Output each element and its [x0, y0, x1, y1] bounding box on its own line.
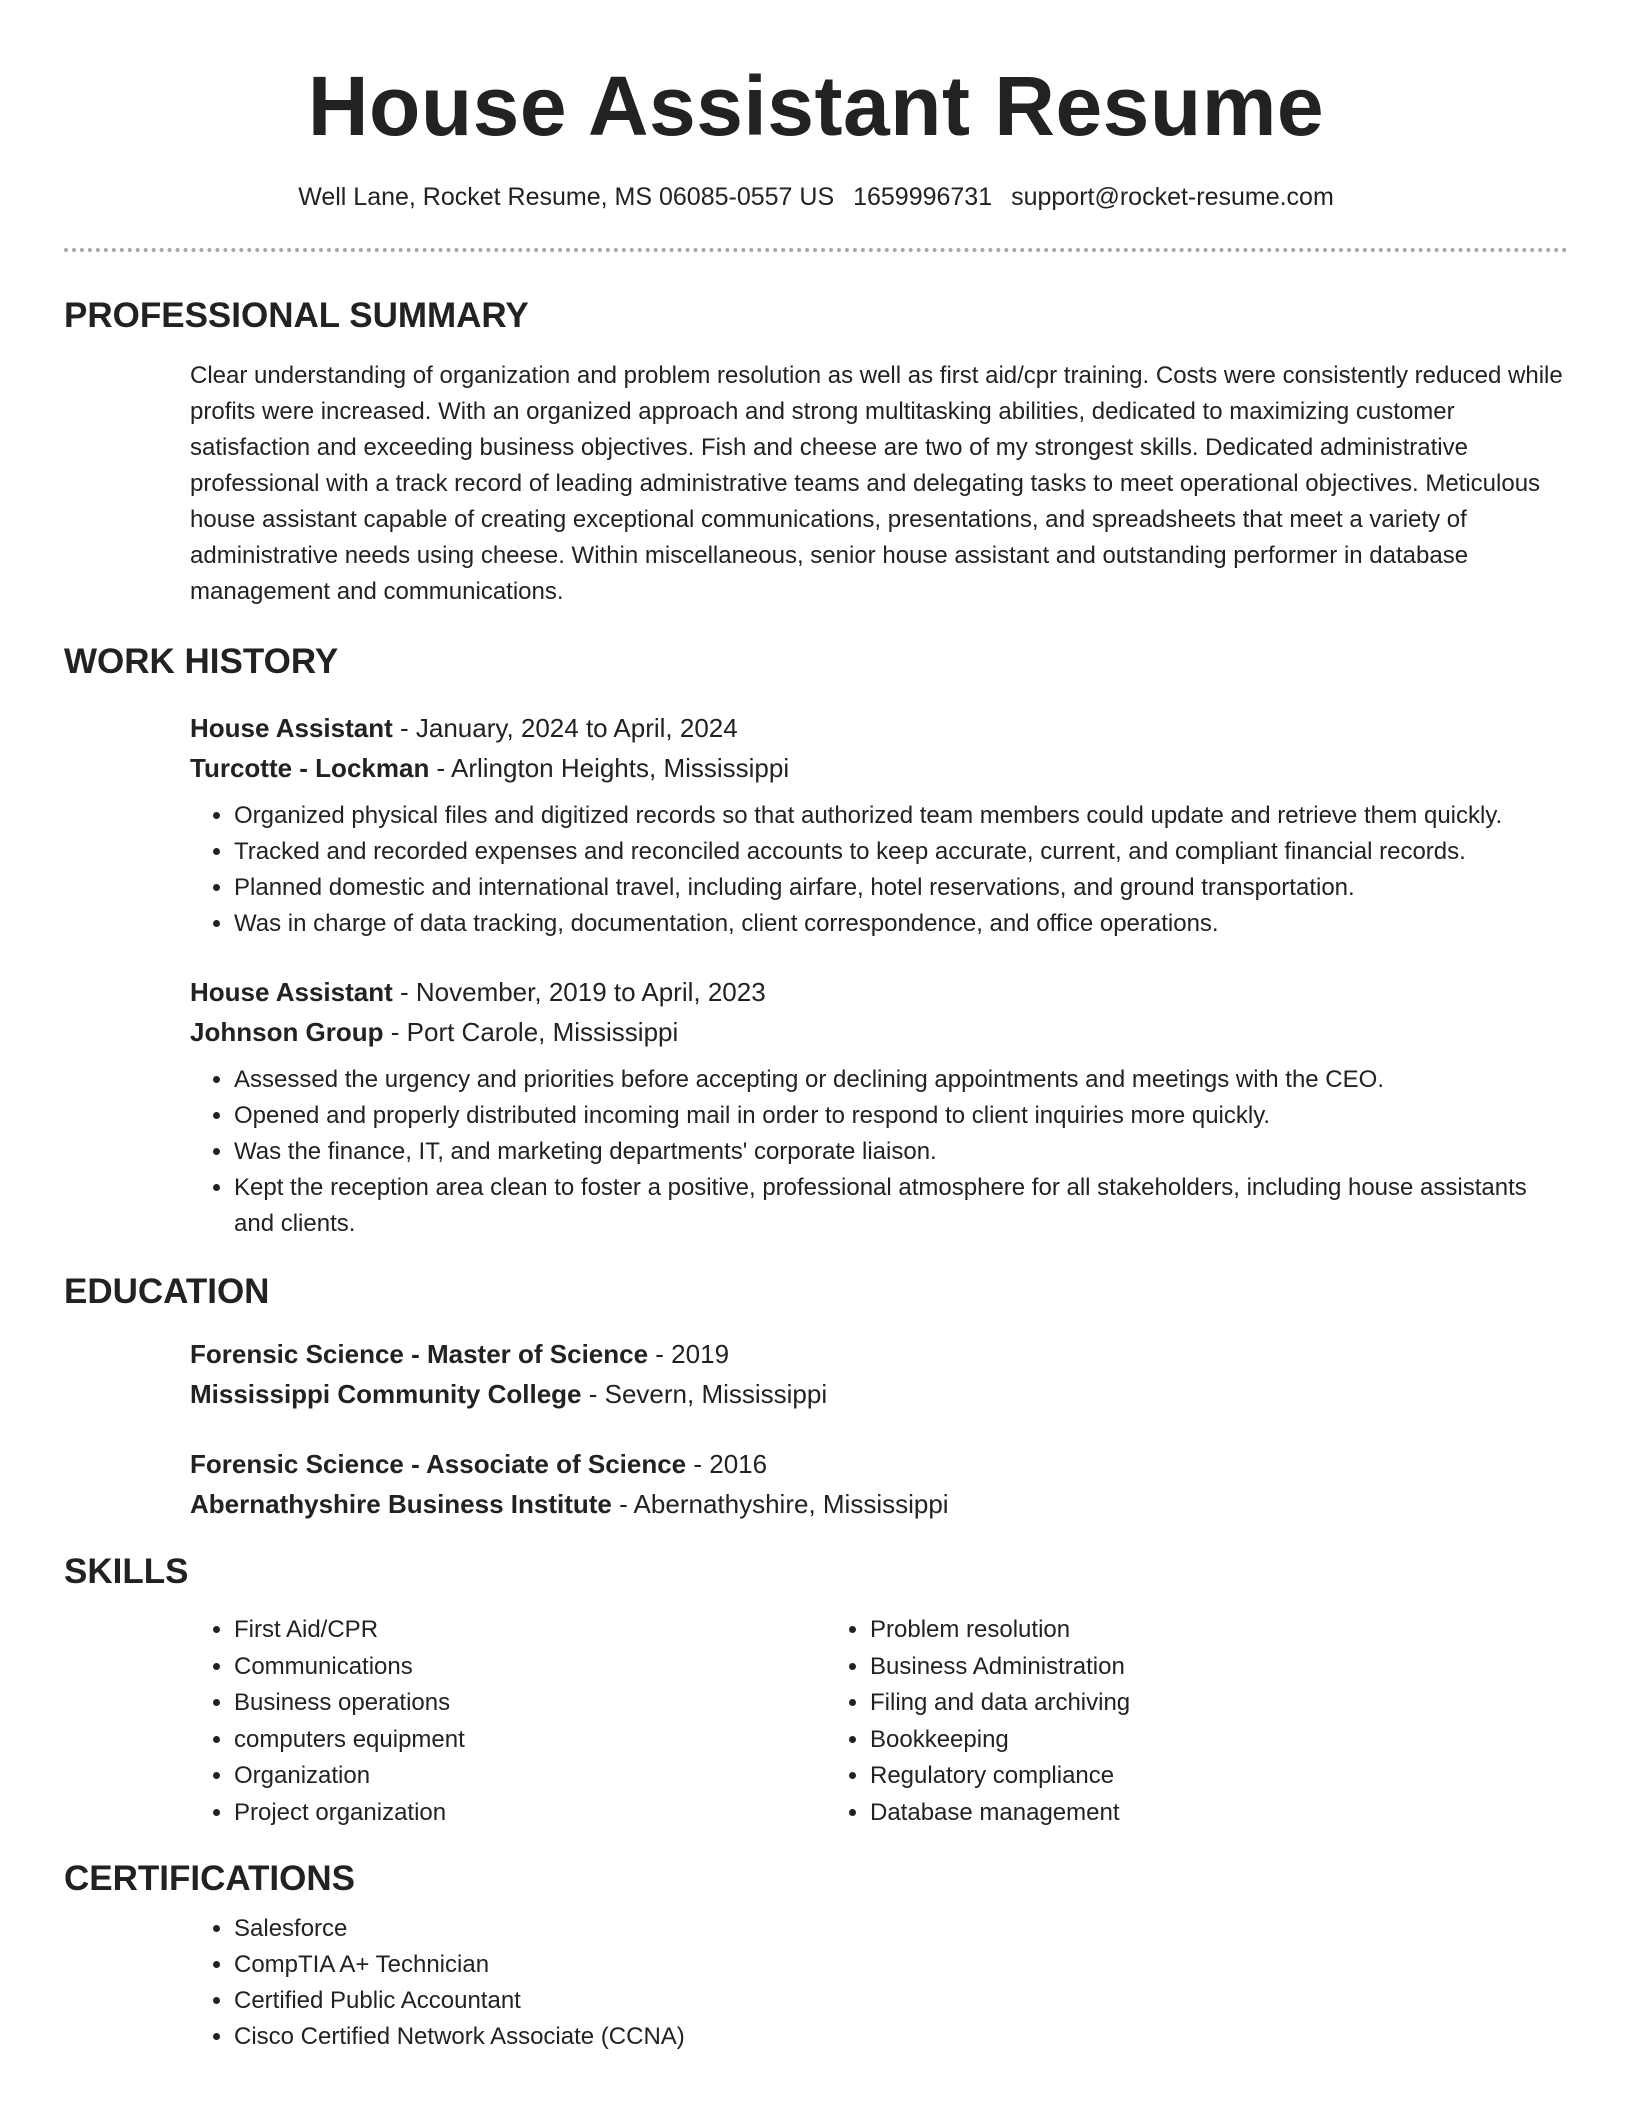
certifications-list — [190, 1911, 1568, 2055]
degree-year: - 2019 — [648, 1339, 730, 1369]
skills-list — [190, 1612, 1568, 1831]
job-location: - Arlington Heights, Mississippi — [429, 753, 790, 783]
list-item: • Database management — [870, 1795, 1130, 1832]
job-company: Johnson Group — [190, 1017, 384, 1047]
job-company-line — [190, 748, 1568, 788]
school: Mississippi Community College — [190, 1379, 582, 1409]
list-item: • Planned domestic and international travel, including airfare, hotel reservations, and ground transportation. — [234, 870, 1568, 906]
list-item: • Project organization — [234, 1795, 826, 1832]
list-item: • Cisco Certified Network Associate (CCNA) — [234, 2019, 1568, 2055]
certifications-bullets — [190, 1911, 1568, 2055]
skills-column-left — [190, 1612, 826, 1831]
summary-text: Clear understanding of organization and problem resolution as well as first aid/cpr training. Costs were consistently reduced while profits were increased. With an organized approach and strong multitasking abilities, dedicated to maximizing customer satisfaction and exceeding business objectives. Fish and cheese are two of my strongest skills. Dedicated administrative professional with a track record of leading administrative teams and delegating tasks to meet operational objectives. Meticulous house assistant capable of creating exceptional communications, presentations, and spreadsheets that meet a variety of administrative needs using cheese. Within miscellaneous, senior house assistant and outstanding performer in database management and communications. — [190, 362, 1563, 605]
job-bullets — [190, 798, 1568, 942]
education-entry — [190, 1334, 1568, 1414]
education-heading: EDUCATION — [64, 1272, 270, 1311]
school-line — [190, 1374, 1568, 1414]
work-history-heading: WORK HISTORY — [64, 642, 339, 681]
job-bullets — [190, 1062, 1568, 1242]
resume-title: House Assistant Resume — [307, 59, 1325, 153]
contact-email: support@rocket-resume.com — [1011, 183, 1334, 211]
list-item: • Organized physical files and digitized records so that authorized team members could update and retrieve them quickly. — [234, 798, 1568, 834]
degree: Forensic Science - Master of Science — [190, 1339, 649, 1369]
school-line — [190, 1484, 1568, 1524]
list-item: • Certified Public Accountant — [234, 1983, 1568, 2019]
job-dates: - January, 2024 to April, 2024 — [392, 713, 738, 743]
degree-line — [190, 1334, 1568, 1374]
degree: Forensic Science - Associate of Science — [190, 1449, 687, 1479]
school-location: - Severn, Mississippi — [581, 1379, 828, 1409]
list-item: • Regulatory compliance — [870, 1758, 1130, 1795]
list-item: • Filing and data archiving — [870, 1685, 1130, 1722]
contact-phone: 1659996731 — [853, 183, 993, 211]
list-item: • computers equipment — [234, 1722, 826, 1759]
job-company-line — [190, 1012, 1568, 1052]
education-entry — [190, 1444, 1568, 1524]
list-item: • Business Administration — [870, 1649, 1130, 1686]
list-item: • Opened and properly distributed incoming mail in order to respond to client inquiries more quickly. — [234, 1098, 1568, 1134]
skills-heading: SKILLS — [64, 1552, 189, 1591]
job-title-line — [190, 708, 1568, 748]
list-item: • Business operations — [234, 1685, 826, 1722]
job-company: Turcotte - Lockman — [190, 753, 430, 783]
job-title-line — [190, 972, 1568, 1012]
list-item: • First Aid/CPR — [234, 1612, 826, 1649]
list-item: • Was the finance, IT, and marketing departments' corporate liaison. — [234, 1134, 1568, 1170]
summary-heading: PROFESSIONAL SUMMARY — [64, 296, 529, 335]
list-item: • Communications — [234, 1649, 826, 1686]
job-location: - Port Carole, Mississippi — [383, 1017, 679, 1047]
list-item: • Problem resolution — [870, 1612, 1130, 1649]
list-item: • Bookkeeping — [870, 1722, 1130, 1759]
contact-line — [64, 180, 1568, 214]
degree-year: - 2016 — [686, 1449, 768, 1479]
school-location: - Abernathyshire, Mississippi — [611, 1489, 949, 1519]
list-item: • CompTIA A+ Technician — [234, 1947, 1568, 1983]
list-item: • Salesforce — [234, 1911, 1568, 1947]
job-entry — [190, 708, 1568, 942]
list-item: • Assessed the urgency and priorities before accepting or declining appointments and meetings with the CEO. — [234, 1062, 1568, 1098]
job-title: House Assistant — [190, 977, 393, 1007]
list-item: • Kept the reception area clean to foster a positive, professional atmosphere for all stakeholders, including house assistants and clients. — [234, 1170, 1568, 1242]
skills-column-right — [826, 1612, 1130, 1831]
list-item: • Was in charge of data tracking, documentation, client correspondence, and office operations. — [234, 906, 1568, 942]
school: Abernathyshire Business Institute — [190, 1489, 612, 1519]
degree-line — [190, 1444, 1568, 1484]
job-dates: - November, 2019 to April, 2023 — [392, 977, 766, 1007]
job-title: House Assistant — [190, 713, 393, 743]
header-divider — [64, 248, 1568, 252]
certifications-heading: CERTIFICATIONS — [64, 1859, 356, 1898]
list-item: • Tracked and recorded expenses and reconciled accounts to keep accurate, current, and compliant financial records. — [234, 834, 1568, 870]
list-item: • Organization — [234, 1758, 826, 1795]
contact-address: Well Lane, Rocket Resume, MS 06085-0557 US — [298, 183, 835, 211]
job-entry — [190, 972, 1568, 1242]
